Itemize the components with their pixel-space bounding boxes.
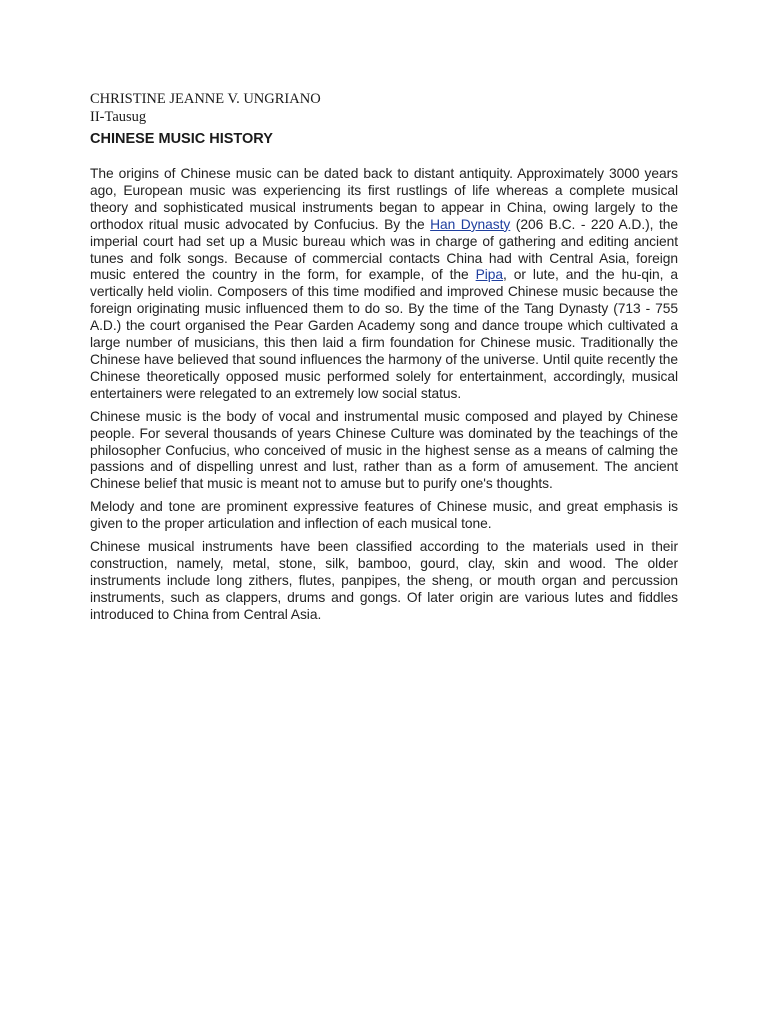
paragraph-text: (206 B.C. - 220 A.D.), the imperial court had set up a Music bureau which was in charge of gathering and editing ancient tunes and folk songs. Because of commercial contacts China had with Central Asia, foreign music entered the country in the form, for example, of the	[90, 216, 678, 283]
paragraph-instruments: Chinese musical instruments have been classified according to the materials used in their construction, namely, metal, stone, silk, bamboo, gourd, clay, skin and wood. The older instruments include long zithers, flutes, panpipes, the sheng, or mouth organ and percussion instruments, such as clappers, drums and gongs. Of later origin are various lutes and fiddles introduced to China from Central Asia.	[90, 539, 678, 622]
paragraph-melody: Melody and tone are prominent expressive features of Chinese music, and great emphasis is given to the proper articulation and inflection of each musical tone.	[90, 499, 678, 532]
pipa-link[interactable]: Pipa	[475, 267, 504, 283]
paragraph-origins	[90, 166, 678, 403]
document-header	[90, 90, 680, 148]
han-dynasty-link[interactable]: Han Dynasty	[430, 216, 511, 232]
document-title: CHINESE MUSIC HISTORY	[90, 131, 273, 147]
document-body	[90, 166, 678, 630]
paragraph-confucius: Chinese music is the body of vocal and instrumental music composed and played by Chinese people. For several thousands of years Chinese Culture was dominated by the teachings of the philosopher Confucius, who conceived of music in the highest sense as a means of calming the passions and of dispelling unrest and lust, rather than as a form of amusement. The ancient Chinese belief that music is meant not to amuse but to purify one's thoughts.	[90, 408, 678, 492]
section-name: II-Tausug	[90, 109, 147, 125]
author-name: CHRISTINE JEANNE V. UNGRIANO	[90, 91, 321, 107]
paragraph-text: , or lute, and the hu-qin, a vertically held violin. Composers of this time modified and improved Chinese music because the foreign originating music influenced them to do so. By the time of the Tang Dynasty (713 - 755 A.D.) the court organised the Pear Garden Academy song and dance troupe which cultivated a large number of musicians, this then laid a firm foundation for Chinese music. Traditionally the Chinese have believed that sound influences the harmony of the universe. Until quite recently the Chinese theoretically opposed music performed solely for entertainment, accordingly, musical entertainers were relegated to an extremely low social status.	[90, 267, 679, 401]
paragraph-text: The origins of Chinese music can be dated back to distant antiquity. Approximately 3000 years ago, European music was experiencing its first rustlings of life whereas a complete musical theory and sophisticated musical instruments began to appear in China, owing largely to the orthodox ritual music advocated by Confucius. By the	[90, 166, 678, 232]
